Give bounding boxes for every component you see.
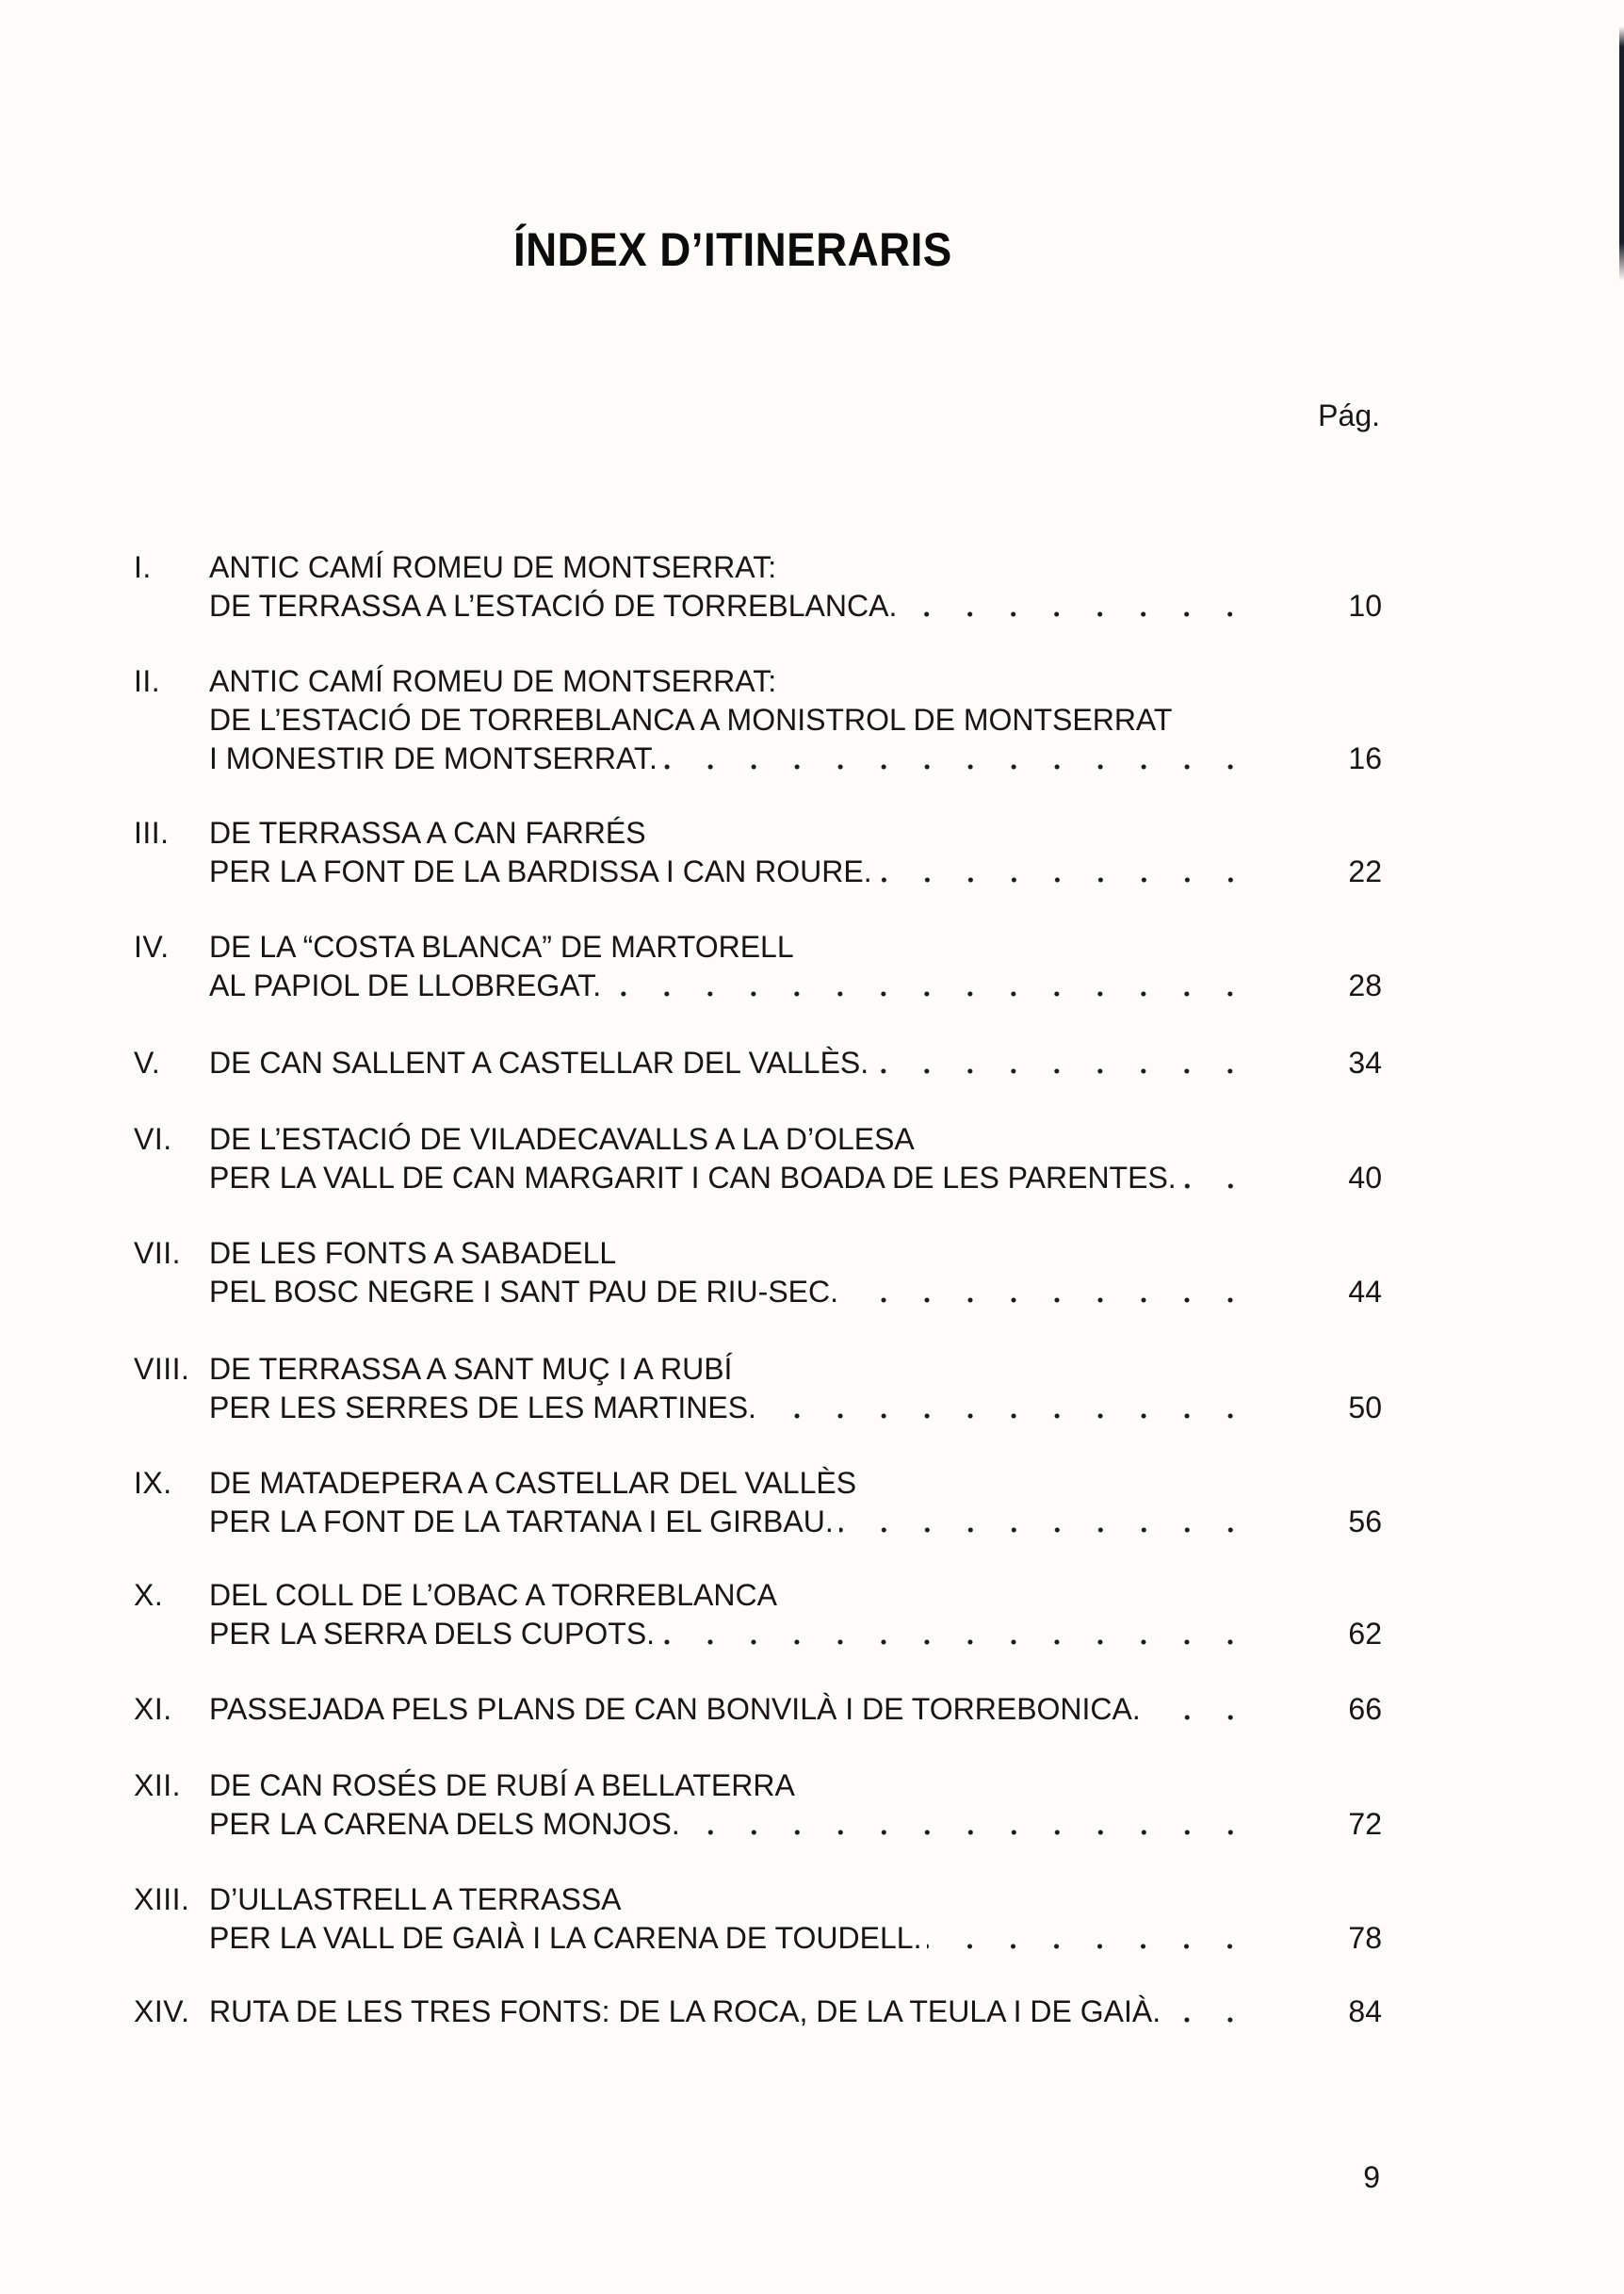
entry-title xyxy=(209,928,1382,1005)
entry-line-text: DE TERRASSA A SANT MUÇ I A RUBÍ xyxy=(209,1352,733,1386)
entry-title xyxy=(209,1576,1382,1653)
entry-line-text: RUTA DE LES TRES FONTS: DE LA ROCA, DE LA TEULA I DE GAIÀ. xyxy=(209,1994,1161,2028)
dot-leader xyxy=(663,740,1234,778)
entry-title xyxy=(209,1690,1382,1729)
page-column-label: Pág. xyxy=(1318,399,1380,432)
dot-leader xyxy=(1146,1690,1234,1729)
entry-line xyxy=(209,701,1382,740)
entry-line-text: DE CAN ROSÉS DE RUBÍ A BELLATERRA xyxy=(209,1768,795,1802)
page-number: 9 xyxy=(1363,2160,1380,2194)
entry-line xyxy=(209,1234,1382,1273)
entry-line xyxy=(209,548,1382,587)
entry-title xyxy=(209,1880,1382,1958)
entry-page-number: 78 xyxy=(1348,1921,1382,1955)
entry-page-number: 72 xyxy=(1348,1807,1382,1841)
dot-leader xyxy=(874,1044,1234,1082)
entry-line-text: DEL COLL DE L’OBAC A TORREBLANCA xyxy=(209,1578,777,1612)
entry-line xyxy=(209,1805,1382,1844)
entry-line-text: DE LES FONTS A SABADELL xyxy=(209,1236,617,1270)
dot-leader xyxy=(1166,1993,1234,2031)
entry-line-text: DE CAN SALLENT A CASTELLAR DEL VALLÈS. xyxy=(209,1046,869,1080)
dot-leader xyxy=(844,1273,1234,1311)
dot-leader xyxy=(839,1503,1234,1541)
entry-page-number: 44 xyxy=(1348,1275,1382,1309)
entry-page-number: 50 xyxy=(1348,1391,1382,1424)
entry-line-text: D’ULLASTRELL A TERRASSA xyxy=(209,1882,622,1916)
entry-numeral: IV. xyxy=(134,930,170,964)
entry-page-number: 84 xyxy=(1348,1994,1382,2028)
entry-line xyxy=(209,1350,1382,1389)
entry-line-text: DE LA “COSTA BLANCA” DE MARTORELL xyxy=(209,930,794,964)
entry-line-text: DE L’ESTACIÓ DE TORREBLANCA A MONISTROL DE MONTSERRAT xyxy=(209,703,1173,737)
entry-line-text: I MONESTIR DE MONTSERRAT. xyxy=(209,741,658,775)
entry-line xyxy=(209,814,1382,853)
entry-line-text: PER LA VALL DE CAN MARGARIT I CAN BOADA DE LES PARENTES. xyxy=(209,1161,1177,1195)
entry-line-text: PER LES SERRES DE LES MARTINES. xyxy=(209,1391,756,1424)
entry-page-number: 10 xyxy=(1348,589,1382,623)
page-title: ÍNDEX D’ITINERARIS xyxy=(513,222,952,276)
dot-leader xyxy=(686,1805,1234,1844)
entry-line-text: PASSEJADA PELS PLANS DE CAN BONVILÀ I DE TORREBONICA. xyxy=(209,1692,1141,1726)
entry-page-number: 34 xyxy=(1348,1046,1382,1080)
entry-line xyxy=(209,1503,1382,1541)
entry-line xyxy=(209,1464,1382,1503)
entry-numeral: I. xyxy=(134,550,152,584)
entry-numeral: XIV. xyxy=(134,1994,190,2028)
entry-page-number: 40 xyxy=(1348,1161,1382,1195)
entry-numeral: VI. xyxy=(134,1122,172,1156)
entry-title xyxy=(209,1044,1382,1082)
entry-line xyxy=(209,1576,1382,1615)
entry-page-number: 66 xyxy=(1348,1692,1382,1726)
entry-line xyxy=(209,1766,1382,1805)
entry-line xyxy=(209,1690,1382,1729)
entry-line xyxy=(209,1993,1382,2031)
entry-line xyxy=(209,1389,1382,1427)
entry-numeral: II. xyxy=(134,664,161,698)
entry-title xyxy=(209,1993,1382,2031)
entry-title xyxy=(209,814,1382,891)
scan-edge-shadow xyxy=(1619,26,1624,281)
entry-line xyxy=(209,967,1382,1005)
dot-leader xyxy=(902,587,1234,626)
entry-numeral: XIII. xyxy=(134,1882,190,1916)
entry-numeral: VIII. xyxy=(134,1352,190,1386)
entry-numeral: X. xyxy=(134,1578,164,1612)
entry-line-text: PER LA FONT DE LA TARTANA I EL GIRBAU. xyxy=(209,1505,834,1538)
entry-numeral: XI. xyxy=(134,1692,172,1726)
entry-numeral: III. xyxy=(134,816,170,850)
entry-title xyxy=(209,1234,1382,1311)
entry-line-text: PER LA SERRA DELS CUPOTS. xyxy=(209,1617,656,1651)
entry-page-number: 22 xyxy=(1348,854,1382,888)
entry-numeral: VII. xyxy=(134,1236,182,1270)
entry-page-number: 56 xyxy=(1348,1505,1382,1538)
entry-line xyxy=(209,853,1382,891)
entry-title xyxy=(209,1464,1382,1541)
entry-numeral: V. xyxy=(134,1046,161,1080)
dot-leader xyxy=(607,967,1234,1005)
entry-numeral: XII. xyxy=(134,1768,182,1802)
entry-numeral: IX. xyxy=(134,1466,172,1500)
entry-line xyxy=(209,1159,1382,1197)
entry-line xyxy=(209,1120,1382,1159)
entry-line-text: PER LA VALL DE GAIÀ I LA CARENA DE TOUDELL. xyxy=(209,1921,922,1955)
entry-line xyxy=(209,740,1382,778)
entry-line xyxy=(209,1880,1382,1919)
entry-line-text: DE TERRASSA A CAN FARRÉS xyxy=(209,816,646,850)
entry-line-text: DE MATADEPERA A CASTELLAR DEL VALLÈS xyxy=(209,1466,857,1500)
entry-title xyxy=(209,548,1382,626)
entry-line xyxy=(209,587,1382,626)
entry-line-text: PER LA FONT DE LA BARDISSA I CAN ROURE. xyxy=(209,854,872,888)
dot-leader xyxy=(927,1919,1234,1958)
entry-line-text: AL PAPIOL DE LLOBREGAT. xyxy=(209,968,602,1002)
entry-line xyxy=(209,1273,1382,1311)
entry-line-text: PEL BOSC NEGRE I SANT PAU DE RIU-SEC. xyxy=(209,1275,838,1309)
dot-leader xyxy=(762,1389,1234,1427)
entry-line xyxy=(209,928,1382,967)
entry-line-text: DE L’ESTACIÓ DE VILADECAVALLS A LA D’OLESA xyxy=(209,1122,915,1156)
entry-title xyxy=(209,662,1382,778)
entry-line xyxy=(209,1615,1382,1653)
entry-line-text: ANTIC CAMÍ ROMEU DE MONTSERRAT: xyxy=(209,664,777,698)
entry-line-text: PER LA CARENA DELS MONJOS. xyxy=(209,1807,680,1841)
entry-line-text: DE TERRASSA A L’ESTACIÓ DE TORREBLANCA. xyxy=(209,589,898,623)
dot-leader xyxy=(1182,1159,1234,1197)
entry-line-text: ANTIC CAMÍ ROMEU DE MONTSERRAT: xyxy=(209,550,777,584)
entry-page-number: 16 xyxy=(1348,741,1382,775)
entry-line xyxy=(209,1919,1382,1958)
entry-page-number: 62 xyxy=(1348,1617,1382,1651)
entry-page-number: 28 xyxy=(1348,968,1382,1002)
entry-line xyxy=(209,1044,1382,1082)
entry-line xyxy=(209,662,1382,701)
entry-title xyxy=(209,1350,1382,1427)
entry-title xyxy=(209,1120,1382,1197)
entry-title xyxy=(209,1766,1382,1844)
dot-leader xyxy=(878,853,1234,891)
dot-leader xyxy=(660,1615,1234,1653)
